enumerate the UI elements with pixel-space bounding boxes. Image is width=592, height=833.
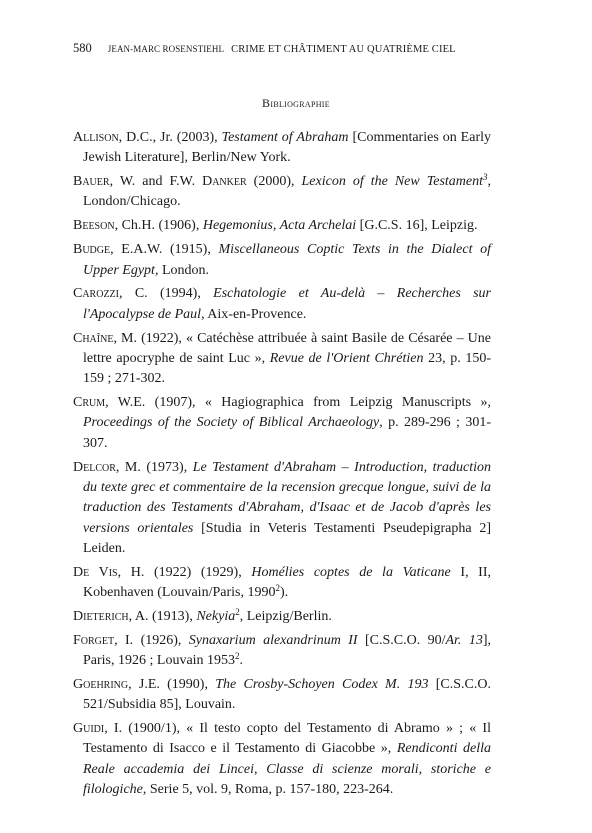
- header-author: JEAN-MARC ROSENSTIEHL: [107, 44, 225, 54]
- bibliography-entry: Beeson, Ch.H. (1906), Hegemonius, Acta Archelai [G.C.S. 16], Leipzig.: [73, 218, 478, 234]
- entry-title: Proceedings of the Society of Biblical Archaeology: [83, 415, 380, 431]
- entry-author: Delcor: [73, 459, 116, 475]
- bibliography-entry: Allison, D.C., Jr. (2003), Testament of Abraham [Commentaries on Early Jewish Literature], Berlin/New York.: [73, 130, 491, 166]
- entry-author: De Vis: [73, 564, 118, 580]
- bibliography-list: [73, 128, 491, 804]
- entry-title: Testament of Abraham: [221, 130, 349, 145]
- entry-author: Carozzi: [73, 286, 119, 302]
- bibliography-entry: Guidi, I. (1900/1), « Il testo copto del Testamento di Abramo » ; « Il Testamento di Isacco e il Testamento di Giacobbe », Rendiconti della Reale accademia dei Lincei, Classe di scienze morali, storiche e filologiche, Serie 5, vol. 9, Roma, p. 157-180, 223-264.: [73, 721, 491, 798]
- bibliography-entry: Crum, W.E. (1907), « Hagiographica from Leipzig Manuscripts », Proceedings of the Society of Biblical Archaeology, p. 289-296 ; 301-307.: [73, 395, 491, 451]
- entry-author: Guidi: [73, 721, 105, 737]
- header-title: CRIME ET CHÂTIMENT AU QUATRIÈME CIEL: [231, 44, 456, 55]
- bibliography-entry: Carozzi, C. (1994), Eschatologie et Au-delà – Recherches sur l'Apocalypse de Paul, Aix-en-Provence.: [73, 286, 491, 322]
- entry-article-title: « Hagiographica from Leipzig Manuscripts »,: [204, 395, 491, 411]
- entry-author: Crum: [73, 395, 106, 411]
- bibliography-entry: Dieterich, A. (1913), Nekyia$^2$, Leipzig/Berlin.: [73, 606, 332, 624]
- bibliography-entry: Goehring, J.E. (1990), The Crosby-Schoyen Codex M. 193 [C.S.C.O. 521/Subsidia 85], Louvain.: [73, 676, 492, 713]
- bibliography-entry: Bauer, W. and F.W. Danker (2000), Lexicon of the New Testament$^3$, London/Chicago.: [73, 172, 492, 210]
- entry-title: Hegemonius, Acta Archelai: [202, 218, 357, 234]
- bibliography-entry: Forget, I. (1926), Synaxarium alexandrinum II [C.S.C.O. 90/Ar. 13], Paris, 1926 ; Louvain 1953$^2$.: [73, 632, 491, 669]
- entry-author: Goehring: [73, 676, 129, 692]
- bibliography-entry: Delcor, M. (1973), Le Testament d'Abraham – Introduction, traduction du texte grec et commentaire de la recension grecque longue, suivi de la traduction des Testaments d'Abraham, d'Isaac et de Jacob d'après les versions orientales [Studia in Veteris Testamenti Pseudepigrapha 2] Leiden.: [73, 459, 491, 556]
- entry-title: Lexicon of the New Testament$^3$: [301, 172, 488, 190]
- entry-author: Allison: [73, 130, 119, 145]
- entry-title: Miscellaneous Coptic Texts in the Dialect of Upper Egypt: [83, 242, 491, 278]
- entry-author: Dieterich: [73, 608, 129, 624]
- entry-title: Le Testament d'Abraham – Introduction, traduction du texte grec et commentaire de la recension grecque longue, suivi de la traduction des Testaments d'Abraham, d'Isaac et de Jacob d'après les versions orientales: [83, 459, 491, 536]
- entry-title: Homélies coptes de la Vaticane: [251, 564, 451, 580]
- entry-title: Rendiconti della Reale accademia dei Lincei, Classe di scienze morali, storiche e filologiche: [83, 741, 491, 798]
- entry-author: Forget: [73, 632, 115, 648]
- running-header: [73, 41, 532, 57]
- entry-article-title: « Catéchèse attribuée à saint Basile de Césarée – Une lettre apocryphe de saint Luc »,: [83, 330, 491, 366]
- entry-author: Budge: [73, 242, 111, 258]
- entry-author: Beeson: [73, 218, 115, 234]
- entry-title: Nekyia: [196, 608, 236, 624]
- page-number: 580: [73, 41, 92, 55]
- bibliography-entry: De Vis, H. (1922) (1929), Homélies coptes de la Vaticane I, II, Kobenhaven (Louvain/Paris, 1990$^2$).: [73, 564, 492, 600]
- entry-author: Chaîne: [73, 330, 114, 346]
- bibliography-entry: Chaîne, M. (1922), « Catéchèse attribuée à saint Basile de Césarée – Une lettre apocryphe de saint Luc », Revue de l'Orient Chrétien 23, p. 150-159 ; 271-302.: [73, 330, 491, 387]
- entry-article-title: « Il testo copto del Testamento di Abramo » ; « Il Testamento di Isacco e il Testamento di Giacobbe »,: [83, 721, 491, 757]
- entry-title: Eschatologie et Au-delà – Recherches sur l'Apocalypse de Paul: [83, 286, 491, 322]
- entry-title: Synaxarium alexandrinum II: [188, 632, 358, 648]
- section-title: Bibliographie: [262, 96, 330, 110]
- entry-title: Revue de l'Orient Chrétien: [269, 350, 424, 366]
- entry-author: Danker: [202, 174, 247, 190]
- entry-title: The Crosby-Schoyen Codex M. 193: [215, 676, 429, 692]
- entry-author: Bauer: [73, 174, 110, 190]
- bibliography-entry: Budge, E.A.W. (1915), Miscellaneous Coptic Texts in the Dialect of Upper Egypt, London.: [73, 242, 491, 278]
